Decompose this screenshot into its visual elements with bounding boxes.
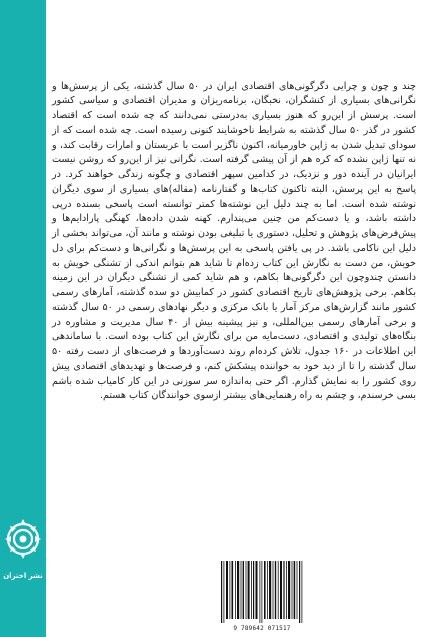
publisher-logo-icon: [2, 515, 44, 573]
spine-band: [0, 0, 46, 637]
isbn-number: 9 789642 071517: [233, 625, 291, 632]
isbn-barcode: [218, 558, 306, 626]
back-cover-description: چند و چون و چرایی دگرگونی‌های اقتصادی ایران در ۵۰ سال گذشته، یکی از پرسش‌ها و نگرانی‌های بسیاری از کنشگران، نخبگان، برنامه‌ریزان و مدیران اقتصادی و سیاسی کشور است. پرسش از این‌رو که هنوز بسیاری به‌درستی نمی‌دانند که چه شده است که اقتصاد کشور در گذر ۵۰ سال گذشته به شرایط ناخوشایند کنونی رسیده است. چه شده است که از سودای تبدیل شدن به ژاپن خاورمیانه، اکنون ناگزیر است با عربستان و امارات رقابت کند، و نه تنها ژاپن نشده که کره هم از آن پیشی گرفته است. نگرانی نیز از این‌رو که روشن نیست ایرانیان در آینده دور و نزدیک، در کدامین سپهر اقتصادی و چگونه زندگی خواهند کرد. در پاسخ به این پرسش، البته تاکنون کتاب‌ها و گفتارنامه (مقاله)‌های بسیاری از سوی دیگران نوشته شده است. اما به چند دلیل این نوشته‌ها کمتر توانسته است پاسخی بسنده درپی داشته باشد، و یا دست‌کم من چنین می‌پندارم. کهنه شدن داده‌ها، کهنگی پارادایم‌ها و پیش‌فرض‌های پژوهش و تحلیل، دستوری یا تبلیغی بودن نوشته و مانند آن، می‌تواند بخشی از دلیل این ناکامی باشد. در پی یافتن پاسخی به این پرسش‌ها و نگرانی‌ها و دست‌کم برای دل خویش، من دست به نگارش این کتاب زده‌ام تا شاید هم بتوانم اندکی از تشنگی خویش به دانستن چندوچون این دگرگونی‌ها بکاهم، و هم شاید کمی از تشنگی دیگران در این زمینه بکاهم. برخی پژوهش‌های تاریخ اقتصادی کشور در کمابیش دو سده گذشته، آمارهای رسمی کشور مانند گزارش‌های مرکز آمار یا بانک مرکزی و دیگر نهادهای رسمی در ۵۰ سال گذشته و برخی آمارهای رسمی بین‌المللی، و نیز پیشینه بیش از ۴۰ سال مدیریت و مشاوره در بنگاه‌های تولیدی و اقتصادی، دست‌مایه من برای نگارش این کتاب بوده است. با ساماندهی این اطلاعات در ۱۶۰ جدول، تلاش کرده‌ام روند دست‌آوردها و فرصت‌های از دست رفته ۵۰ سال گذشته را تا از دید خود به خواننده پیشکش کنم، و فرصت‌ها و تهدیدهای اقتصادی پیش روی کشور را به نمایش گذارم. اگر حتی به‌اندازه سر سوزنی در این کار کامیاب شده باشم بسی خرسندم، و چشم به راه رهنمایی‌های بیشتر ازسوی خوانندگان کتاب هستم.: [52, 80, 417, 402]
publisher-name: نشر اختران: [3, 572, 43, 580]
